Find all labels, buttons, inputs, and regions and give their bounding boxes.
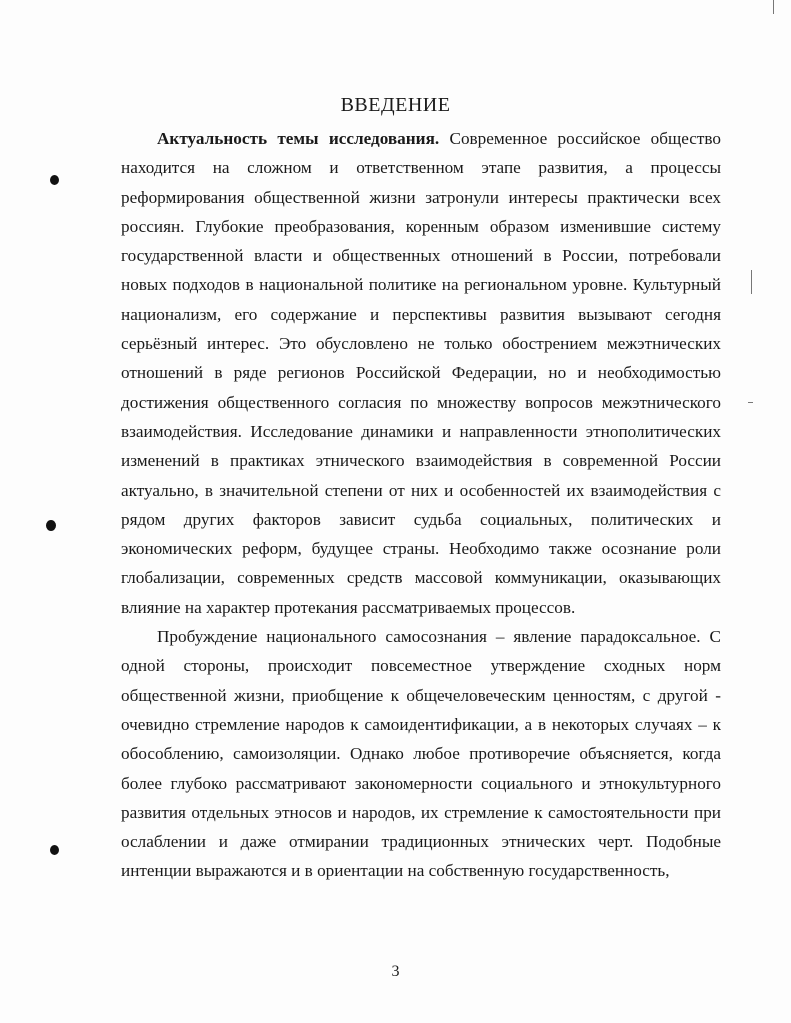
scan-artifact bbox=[748, 402, 753, 403]
scan-artifact bbox=[751, 270, 752, 294]
paragraph-lead: Актуальность темы исследования. bbox=[157, 129, 440, 148]
section-title: ВВЕДЕНИЕ bbox=[340, 94, 451, 116]
paragraph-awakening: Пробуждение национального самосознания – явление парадоксальное. С одной стороны, происходит повсеместное утверждение сходных норм общественной жизни, приобщение к общечеловеческим ценностям, с другой - очевидно стремление народов к самоидентификации, а в некоторых случаях – к обособлению, самоизоляции. Однако любое противоречие объясняется, когда более глубоко рассматривают закономерности социального и этнокультурного развития отдельных этносов и народов, их стремление к самостоятельности при ослаблении и даже отмирании традиционных этнических черт. Подобные интенции выражаются и в ориентации на собственную государственность, bbox=[121, 627, 721, 881]
punch-hole-mark bbox=[50, 175, 59, 185]
punch-hole-mark bbox=[46, 520, 56, 531]
scan-artifact bbox=[773, 0, 774, 14]
paragraph-relevance bbox=[121, 124, 721, 622]
paragraph-relevance-text: Современное российское общество находится на сложном и ответственном этапе развития, а процессы реформирования общественной жизни затронули интересы практически всех россиян. Глубокие преобразования, коренным образом изменившие систему государственной власти и общественных отношений в России, потребовали новых подходов в национальной политике на региональном уровне. Культурный национализм, его содержание и перспективы развития вызывают сегодня серьёзный интерес. Это обусловлено не только обострением межэтнических отношений в ряде регионов Российской Федерации, но и необходимостью достижения общественного согласия по множеству вопросов межэтнического взаимодействия. Исследование динамики и направленности этнополитических изменений в практиках этнического взаимодействия в современной России актуально, в значительной степени от них и особенностей их взаимодействия с рядом других факторов зависит судьба социальных, политических и экономических реформ, будущее страны. Необходимо также осознание роли глобализации, современных средств массовой коммуникации, оказывающих влияние на характер протекания рассматриваемых процессов. bbox=[121, 129, 721, 617]
body-text bbox=[121, 124, 721, 886]
page-number: 3 bbox=[391, 963, 400, 980]
punch-hole-mark bbox=[50, 845, 59, 855]
